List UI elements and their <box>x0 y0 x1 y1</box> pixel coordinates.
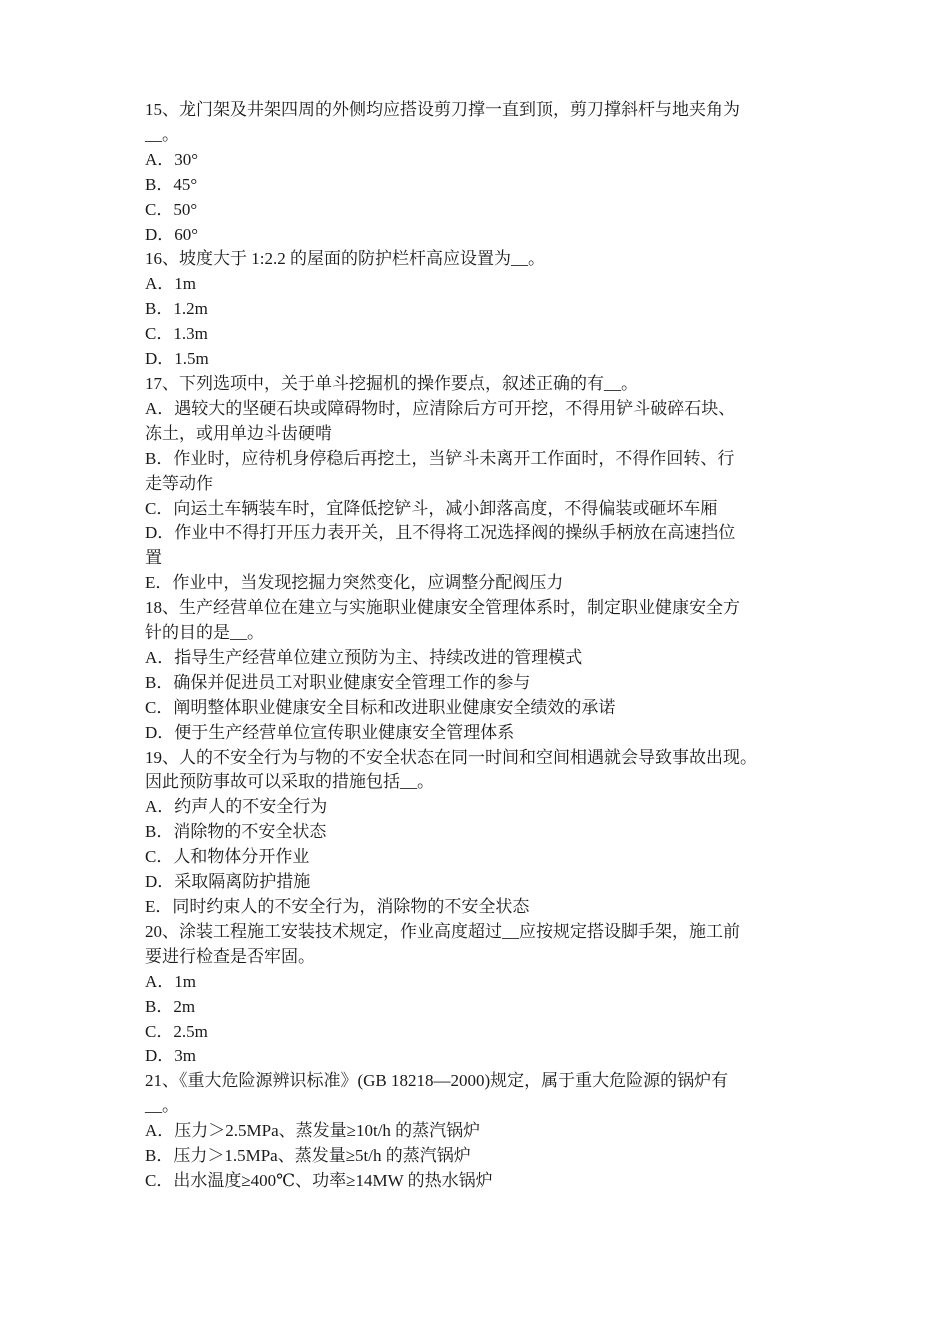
option-b-continued: 走等动作 <box>145 473 213 493</box>
option-e: E．作业中，当发现挖掘力突然变化，应调整分配阀压力 <box>145 573 564 593</box>
question-21 <box>145 1069 825 1194</box>
question-stem: 15、龙门架及井架四周的外侧均应搭设剪刀撑一直到顶，剪刀撑斜杆与地夹角为 <box>145 100 740 119</box>
option-d: D．3m <box>145 1046 196 1066</box>
option-a: A．30° <box>145 149 199 169</box>
option-b: B．确保并促进员工对职业健康安全管理工作的参与 <box>145 672 531 692</box>
option-c: C．50° <box>145 199 198 219</box>
question-stem: 20、涂装工程施工安装技术规定，作业高度超过__应按规定搭设脚手架，施工前 <box>145 921 740 941</box>
question-20 <box>145 920 825 1069</box>
option-d: D．1.5m <box>145 349 209 369</box>
option-a: A．指导生产经营单位建立预防为主、持续改进的管理模式 <box>145 647 583 667</box>
option-b: B．2m <box>145 996 196 1016</box>
option-d: D．便于生产经营单位宣传职业健康安全管理体系 <box>145 722 515 742</box>
option-e: E．同时约束人的不安全行为，消除物的不安全状态 <box>145 897 530 916</box>
option-d-continued: 置 <box>145 548 162 568</box>
option-d: D．作业中不得打开压力表开关，且不得将工况选择阀的操纵手柄放在高速挡位 <box>145 523 736 543</box>
option-a: A．约声人的不安全行为 <box>145 797 328 817</box>
question-stem: 要进行检查是否牢固。 <box>145 946 315 966</box>
option-d: D．采取隔离防护措施 <box>145 872 311 892</box>
option-a: A．1m <box>145 274 196 294</box>
question-stem: 19、人的不安全行为与物的不安全状态在同一时间和空间相遇就会导致事故出现。 <box>145 747 757 767</box>
question-stem: __。 <box>145 124 179 144</box>
option-c: C．出水温度≥400℃、功率≥14MW 的热水锅炉 <box>145 1170 493 1190</box>
option-b: B．压力＞1.5MPa、蒸发量≥5t/h 的蒸汽锅炉 <box>145 1146 471 1166</box>
option-b: B．作业时，应待机身停稳后再挖土，当铲斗未离开工作面时，不得作回转、行 <box>145 448 735 468</box>
question-19 <box>145 746 825 920</box>
document-page <box>145 98 825 1194</box>
question-17 <box>145 372 825 596</box>
option-c: C．向运土车辆装车时，宜降低挖铲斗，减小卸落高度，不得偏装或砸坏车厢 <box>145 498 718 518</box>
option-c: C．2.5m <box>145 1021 208 1041</box>
option-b: B．1.2m <box>145 299 208 319</box>
question-stem: 针的目的是__。 <box>145 623 264 643</box>
question-stem: 16、坡度大于 1:2.2 的屋面的防护栏杆高应设置为__。 <box>145 249 545 269</box>
question-stem: 21、《重大危险源辨识标准》(GB 18218—2000)规定，属于重大危险源的锅炉有 <box>145 1071 729 1091</box>
option-c: C．阐明整体职业健康安全目标和改进职业健康安全绩效的承诺 <box>145 697 616 717</box>
question-16 <box>145 247 825 372</box>
option-c: C．1.3m <box>145 324 208 344</box>
option-a: A．遇较大的坚硬石块或障碍物时，应清除后方可开挖，不得用铲斗破碎石块、 <box>145 398 736 418</box>
option-a: A．1m <box>145 971 196 991</box>
question-stem: 17、下列选项中，关于单斗挖掘机的操作要点，叙述正确的有__。 <box>145 373 638 393</box>
question-15 <box>145 98 825 247</box>
option-a: A．压力＞2.5MPa、蒸发量≥10t/h 的蒸汽锅炉 <box>145 1121 481 1141</box>
option-c: C．人和物体分开作业 <box>145 847 310 867</box>
option-d: D．60° <box>145 224 199 244</box>
question-stem: 因此预防事故可以采取的措施包括__。 <box>145 772 434 792</box>
option-a-continued: 冻土，或用单边斗齿硬啃 <box>145 423 332 443</box>
option-b: B．45° <box>145 174 198 194</box>
option-b: B．消除物的不安全状态 <box>145 822 327 842</box>
question-stem: 18、生产经营单位在建立与实施职业健康安全管理体系时，制定职业健康安全方 <box>145 598 740 618</box>
question-stem: __。 <box>145 1096 179 1116</box>
question-18 <box>145 596 825 745</box>
